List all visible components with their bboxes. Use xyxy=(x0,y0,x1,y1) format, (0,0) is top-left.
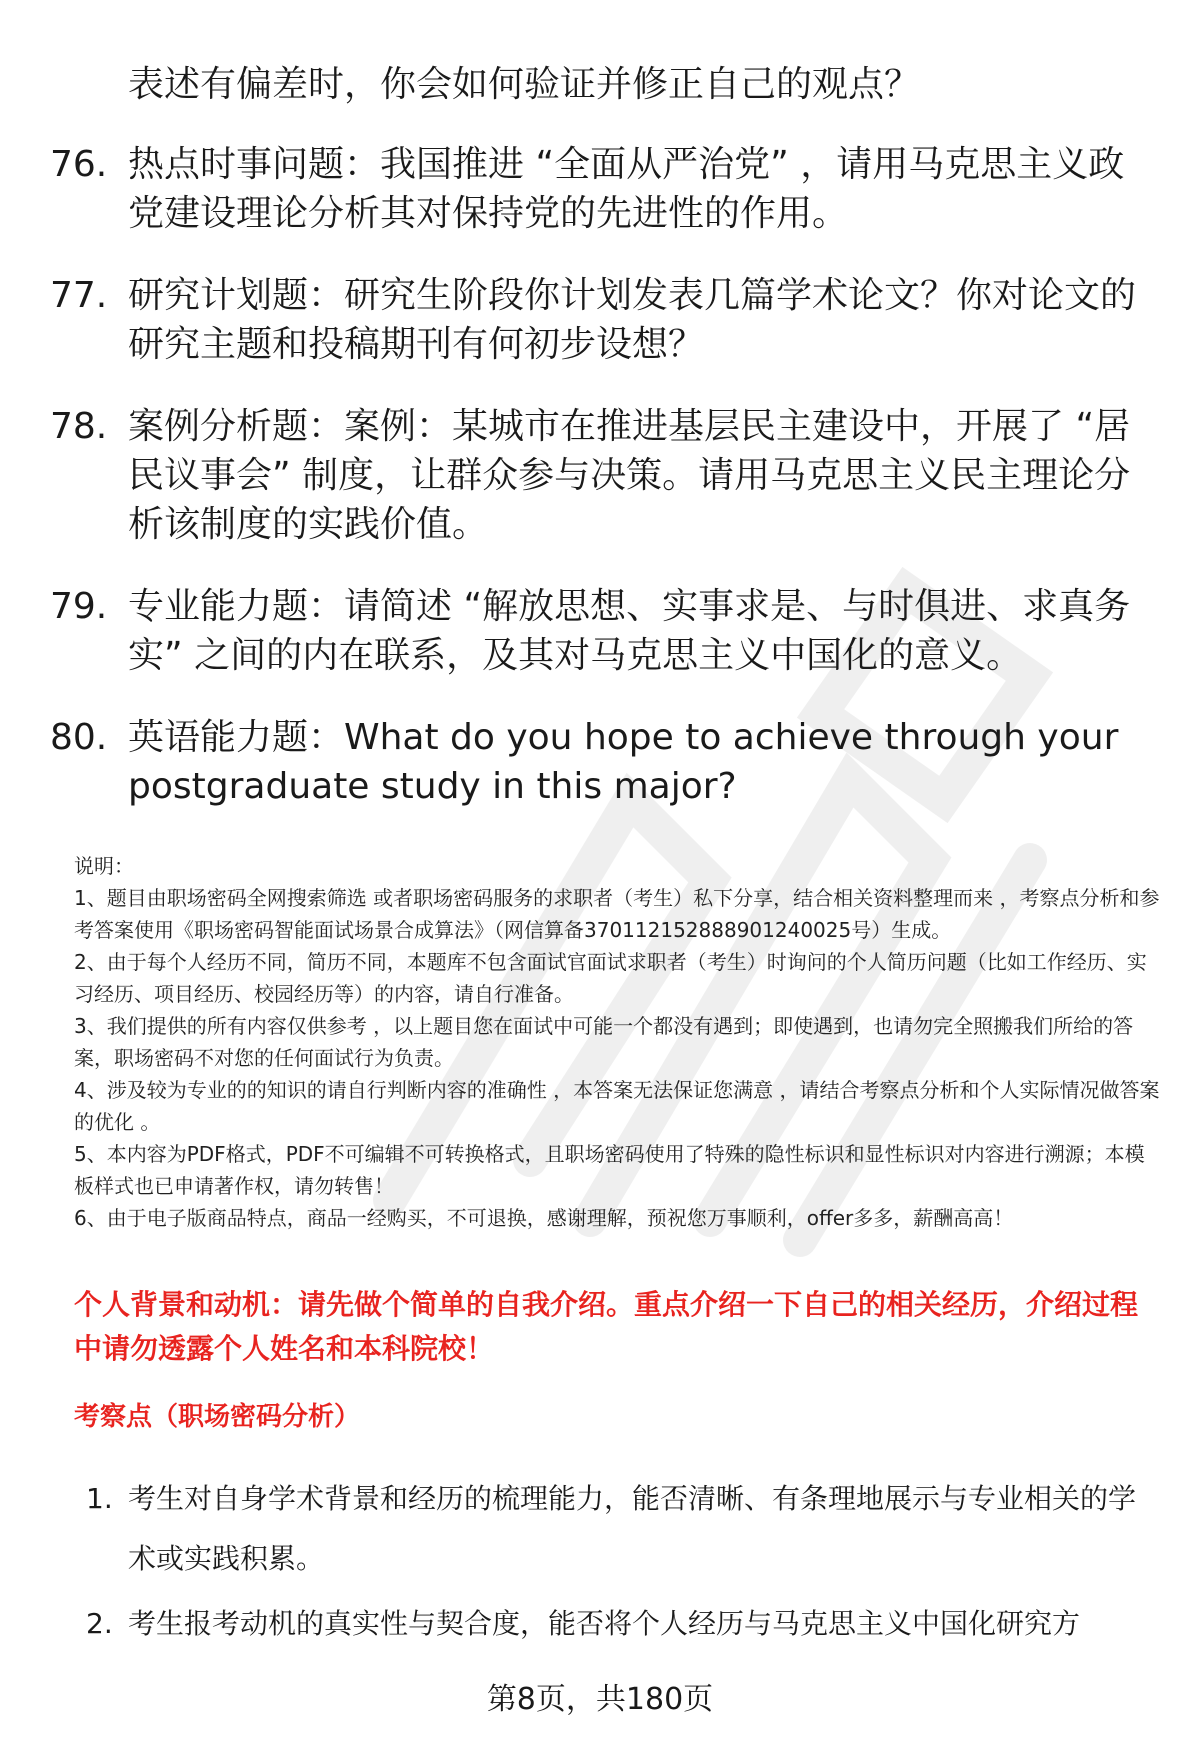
question-item xyxy=(50,582,1140,680)
question-text: 英语能力题：What do you hope to achieve through your postgraduate study in this major? xyxy=(128,717,1119,807)
question-text: 案例分析题：案例：某城市在推进基层民主建设中，开展了 “居民议事会” 制度，让群众参与决策。请用马克思主义民主理论分析该制度的实践价值。 xyxy=(128,406,1131,545)
note-item: 6、由于电子版商品特点，商品一经购买，不可退换，感谢理解，预祝您万事顺利，offer多多，薪酬高高！ xyxy=(74,1206,1014,1230)
notes-heading: 说明： xyxy=(74,854,134,878)
analysis-text: 考生对自身学术背景和经历的梳理能力，能否清晰、有条理地展示与专业相关的学术或实践积累。 xyxy=(128,1482,1137,1575)
analysis-item xyxy=(86,1594,1146,1654)
analysis-number: 1. xyxy=(86,1482,113,1515)
question-item xyxy=(50,140,1140,238)
question-list xyxy=(50,140,1140,844)
question-number: 79. xyxy=(50,586,108,627)
question-number: 76. xyxy=(50,144,108,185)
note-item: 5、本内容为PDF格式，PDF不可编辑不可转换格式，且职场密码使用了特殊的隐性标识和显性标识对内容进行溯源；本模板样式也已申请著作权，请勿转售！ xyxy=(74,1142,1145,1198)
analysis-number: 2. xyxy=(86,1607,113,1640)
question-item xyxy=(50,271,1140,369)
question-text: 专业能力题：请简述 “解放思想、实事求是、与时俱进、求真务实” 之间的内在联系，及其对马克思主义中国化的意义。 xyxy=(128,586,1131,676)
section-question-title: 个人背景和动机：请先做个简单的自我介绍。重点介绍一下自己的相关经历，介绍过程中请勿透露个人姓名和本科院校！ xyxy=(74,1288,1139,1365)
note-item: 2、由于每个人经历不同，简历不同，本题库不包含面试官面试求职者（考生）时询问的个人简历问题（比如工作经历、实习经历、项目经历、校园经历等）的内容，请自行准备。 xyxy=(74,950,1147,1006)
analysis-text: 考生报考动机的真实性与契合度，能否将个人经历与马克思主义中国化研究方 xyxy=(128,1607,1081,1640)
question-number: 77. xyxy=(50,275,108,316)
question-item xyxy=(50,713,1140,811)
question-text: 研究计划题：研究生阶段你计划发表几篇学术论文？你对论文的研究主题和投稿期刊有何初步设想？ xyxy=(128,275,1137,365)
page-footer: 第8页，共180页 xyxy=(486,1682,714,1717)
notes-block xyxy=(74,850,1160,1234)
analysis-list xyxy=(86,1469,1146,1659)
analysis-item xyxy=(86,1469,1146,1589)
question-text: 热点时事问题：我国推进 “全面从严治党” ，请用马克思主义政党建设理论分析其对保持党的先进性的作用。 xyxy=(128,144,1125,234)
analysis-heading: 考察点（职场密码分析） xyxy=(74,1402,361,1432)
question-number: 78. xyxy=(50,406,108,447)
continued-question-text: 表述有偏差时，你会如何验证并修正自己的观点？ xyxy=(128,64,921,105)
note-item: 3、我们提供的所有内容仅供参考 ，以上题目您在面试中可能一个都没有遇到；即使遇到，也请勿完全照搬我们所给的答案，职场密码不对您的任何面试行为负责。 xyxy=(74,1014,1134,1070)
note-item: 1、题目由职场密码全网搜索筛选 或者职场密码服务的求职者（考生）私下分享，结合相关资料整理而来 ，考察点分析和参考答案使用《职场密码智能面试场景合成算法》（网信算备370112152888901240025号）生成。 xyxy=(74,886,1160,942)
question-item xyxy=(50,402,1140,549)
note-item: 4、涉及较为专业的的知识的请自行判断内容的准确性 ，本答案无法保证您满意 ，请结合考察点分析和个人实际情况做答案的优化 。 xyxy=(74,1078,1160,1134)
question-number: 80. xyxy=(50,717,108,758)
